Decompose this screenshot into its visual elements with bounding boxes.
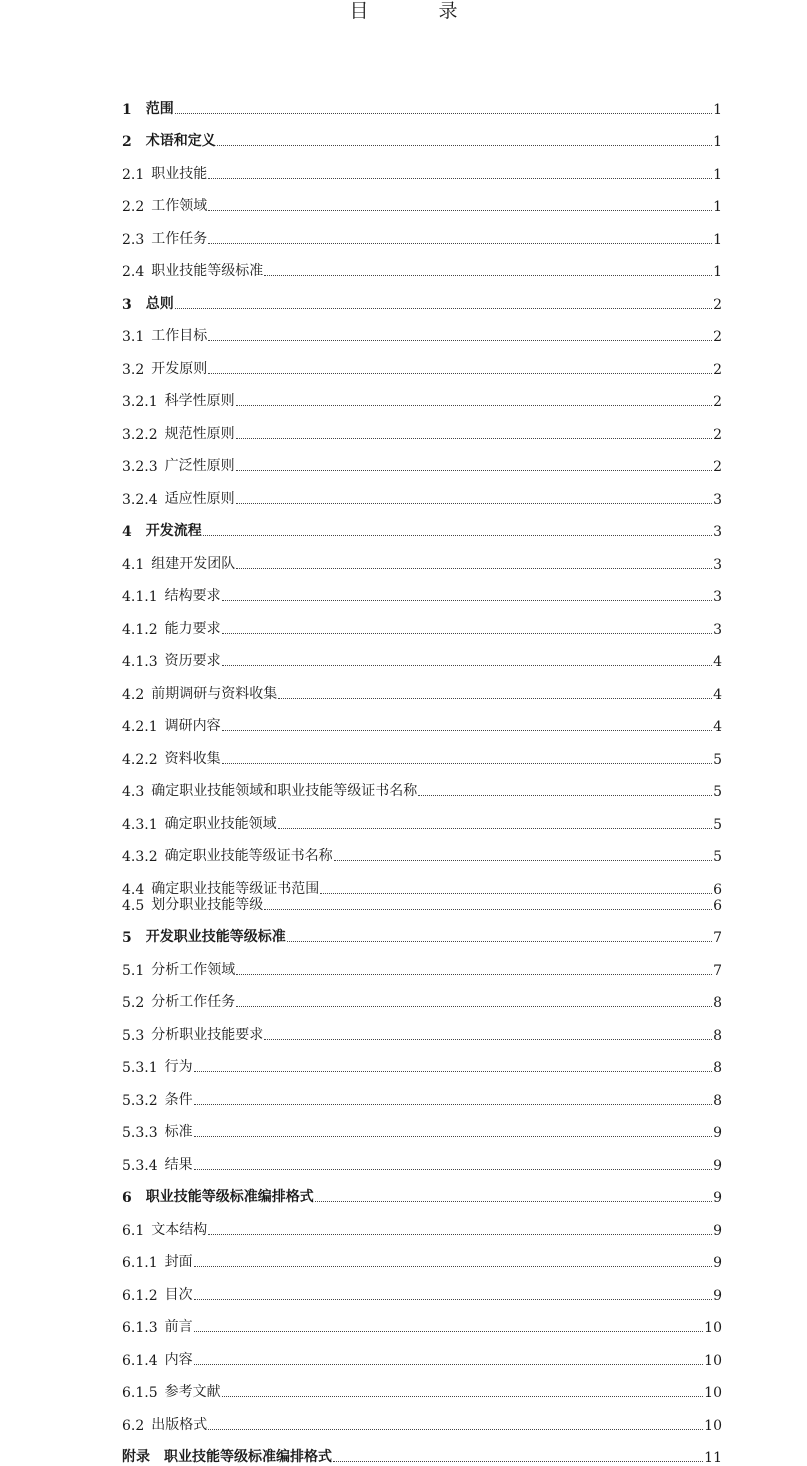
toc-dot-leader	[264, 275, 712, 276]
toc-entry-page-number: 9	[713, 1223, 722, 1239]
toc-entry-page-number: 4	[713, 719, 722, 735]
toc-dot-leader	[222, 633, 712, 634]
toc-entry[interactable]	[122, 118, 722, 151]
toc-dot-leader	[334, 860, 712, 861]
toc-entry-page-number: 5	[713, 784, 722, 800]
toc-entry-page-number: 2	[713, 362, 722, 378]
toc-entry-page-number: 9	[713, 1158, 722, 1174]
toc-entry[interactable]	[122, 1206, 722, 1239]
page-title: 目 录	[0, 0, 807, 22]
toc-dot-leader	[278, 828, 712, 829]
toc-entry-label: 标准	[165, 1121, 193, 1141]
toc-entry-label: 广泛性原则	[165, 455, 235, 475]
toc-entry-label: 范围	[146, 98, 174, 118]
toc-entry-page-number: 1	[713, 264, 722, 280]
toc-entry-label: 工作领域	[151, 195, 207, 215]
toc-entry-page-number: 1	[713, 199, 722, 215]
toc-entry-label: 前期调研与资料收集	[151, 683, 277, 703]
toc-entry-number: 2.4	[122, 264, 144, 280]
toc-entry-page-number: 4	[713, 654, 722, 670]
toc-entry-label: 职业技能等级标准	[151, 260, 263, 280]
toc-entry[interactable]	[122, 443, 722, 476]
toc-entry-label: 总则	[146, 293, 174, 313]
toc-entry[interactable]	[122, 833, 722, 866]
toc-dot-leader	[278, 698, 712, 699]
toc-entry[interactable]	[122, 768, 722, 801]
toc-entry-page-number: 1	[713, 102, 722, 118]
toc-entry-label: 科学性原则	[165, 390, 235, 410]
toc-entry-number: 4.5	[122, 898, 144, 914]
toc-entry[interactable]	[122, 1336, 722, 1369]
toc-entry-page-number: 3	[713, 524, 722, 540]
toc-entry[interactable]	[122, 313, 722, 346]
toc-dot-leader	[418, 795, 712, 796]
toc-entry-number: 3.2.3	[122, 459, 158, 475]
toc-dot-leader	[287, 941, 712, 942]
toc-entry[interactable]	[122, 573, 722, 606]
toc-entry-number: 4.2.2	[122, 752, 158, 768]
toc-entry-number: 4.1.1	[122, 589, 158, 605]
toc-entry-number: 4.3.1	[122, 817, 158, 833]
toc-dot-leader	[194, 1299, 712, 1300]
toc-dot-leader	[236, 470, 712, 471]
toc-entry-number: 5.3	[122, 1028, 144, 1044]
toc-entry[interactable]	[122, 800, 722, 833]
toc-entry-page-number: 9	[713, 1288, 722, 1304]
toc-entry-label: 分析职业技能要求	[151, 1024, 263, 1044]
toc-entry[interactable]	[122, 946, 722, 979]
toc-dot-leader	[194, 1169, 712, 1170]
toc-dot-leader	[208, 243, 712, 244]
toc-entry-page-number: 11	[704, 1450, 722, 1466]
toc-entry-number: 3.2.1	[122, 394, 158, 410]
toc-entry-number: 6.1.1	[122, 1255, 158, 1271]
toc-dot-leader	[203, 535, 712, 536]
toc-entry-label: 条件	[165, 1089, 193, 1109]
toc-entry-page-number: 9	[713, 1125, 722, 1141]
toc-entry-number: 6	[122, 1190, 132, 1206]
toc-entry-label: 分析工作领域	[151, 959, 235, 979]
toc-entry[interactable]	[122, 1239, 722, 1272]
toc-entry-page-number: 6	[713, 882, 722, 898]
toc-entry-number: 6.1	[122, 1223, 144, 1239]
toc-dot-leader	[264, 909, 712, 910]
toc-dot-leader	[194, 1266, 712, 1267]
toc-entry-number: 4.2.1	[122, 719, 158, 735]
toc-entry[interactable]	[122, 1369, 722, 1402]
toc-entry-label: 开发原则	[151, 358, 207, 378]
toc-dot-leader	[222, 763, 712, 764]
toc-dot-leader	[333, 1461, 703, 1462]
toc-entry-page-number: 5	[713, 817, 722, 833]
toc-dot-leader	[208, 1234, 712, 1235]
toc-dot-leader	[194, 1071, 712, 1072]
toc-entry-page-number: 2	[713, 459, 722, 475]
toc-entry[interactable]	[122, 85, 722, 118]
toc-entry-number: 6.1.3	[122, 1320, 158, 1336]
toc-entry[interactable]	[122, 703, 722, 736]
toc-entry[interactable]	[122, 150, 722, 183]
toc-entry-label: 组建开发团队	[151, 553, 235, 573]
toc-entry-label: 结果	[165, 1154, 193, 1174]
toc-entry-label: 调研内容	[165, 715, 221, 735]
toc-entry-label: 确定职业技能等级证书名称	[165, 845, 333, 865]
toc-entry-label: 规范性原则	[165, 423, 235, 443]
toc-entry-page-number: 3	[713, 557, 722, 573]
toc-entry[interactable]	[122, 1271, 722, 1304]
toc-entry[interactable]	[122, 410, 722, 443]
toc-entry-number: 3.2	[122, 362, 144, 378]
toc-entry-label: 出版格式	[151, 1414, 207, 1434]
toc-entry-number: 4.3	[122, 784, 144, 800]
toc-entry-page-number: 8	[713, 1028, 722, 1044]
toc-entry[interactable]	[122, 540, 722, 573]
toc-entry-label: 开发职业技能等级标准	[146, 926, 286, 946]
toc-entry-number: 5.3.2	[122, 1093, 158, 1109]
toc-entry[interactable]	[122, 1141, 722, 1174]
toc-entry[interactable]	[122, 1076, 722, 1109]
toc-entry-label: 资历要求	[165, 650, 221, 670]
toc-dot-leader	[194, 1364, 704, 1365]
toc-dot-leader	[194, 1104, 712, 1105]
toc-dot-leader	[236, 1006, 712, 1007]
toc-entry-label: 文本结构	[151, 1219, 207, 1239]
toc-entry-number: 2.2	[122, 199, 144, 215]
toc-entry-label: 工作任务	[151, 228, 207, 248]
toc-dot-leader	[222, 665, 712, 666]
toc-entry-label: 适应性原则	[165, 488, 235, 508]
toc-entry[interactable]	[122, 1044, 722, 1077]
toc-entry-number: 4.2	[122, 687, 144, 703]
toc-entry-number: 5.2	[122, 995, 144, 1011]
toc-entry-label: 资料收集	[165, 748, 221, 768]
toc-entry[interactable]	[122, 638, 722, 671]
toc-dot-leader	[208, 340, 712, 341]
toc-entry-label: 前言	[165, 1316, 193, 1336]
toc-entry-number: 4	[122, 524, 132, 540]
toc-entry-page-number: 4	[713, 687, 722, 703]
toc-entry-page-number: 3	[713, 589, 722, 605]
toc-entry-page-number: 7	[713, 963, 722, 979]
toc-entry-label: 分析工作任务	[151, 991, 235, 1011]
toc-entry-page-number: 10	[704, 1385, 722, 1401]
toc-entry-page-number: 9	[713, 1255, 722, 1271]
toc-dot-leader	[175, 113, 712, 114]
toc-entry-label: 职业技能	[151, 163, 207, 183]
toc-entry-page-number: 2	[713, 329, 722, 345]
toc-entry-label: 行为	[165, 1056, 193, 1076]
toc-entry-label: 确定职业技能等级证书范围	[151, 878, 319, 898]
toc-dot-leader	[217, 145, 712, 146]
toc-dot-leader	[264, 1039, 712, 1040]
toc-entry-number: 4.3.2	[122, 849, 158, 865]
toc-entry-number: 5.3.3	[122, 1125, 158, 1141]
toc-entry-number: 5.3.4	[122, 1158, 158, 1174]
toc-dot-leader	[236, 405, 712, 406]
toc-entry[interactable]	[122, 1011, 722, 1044]
toc-entry-number: 5.3.1	[122, 1060, 158, 1076]
toc-entry[interactable]	[122, 1174, 722, 1207]
toc-dot-leader	[222, 1396, 704, 1397]
toc-entry-number: 2.3	[122, 232, 144, 248]
toc-entry-page-number: 8	[713, 995, 722, 1011]
toc-entry-number: 5	[122, 930, 132, 946]
toc-entry[interactable]	[122, 979, 722, 1012]
toc-entry-number: 4.1.2	[122, 622, 158, 638]
toc-entry-number: 6.1.2	[122, 1288, 158, 1304]
toc-entry-number: 6.2	[122, 1418, 144, 1434]
toc-entry-label: 封面	[165, 1251, 193, 1271]
table-of-contents	[122, 85, 722, 1466]
toc-dot-leader	[175, 308, 712, 309]
toc-entry-page-number: 3	[713, 622, 722, 638]
toc-entry-page-number: 1	[713, 167, 722, 183]
toc-entry-number: 3.2.4	[122, 492, 158, 508]
toc-entry-label: 开发流程	[146, 520, 202, 540]
toc-entry-number: 6.1.5	[122, 1385, 158, 1401]
toc-dot-leader	[222, 600, 712, 601]
toc-entry[interactable]	[122, 183, 722, 216]
toc-entry-page-number: 6	[713, 898, 722, 914]
toc-entry-page-number: 9	[713, 1190, 722, 1206]
toc-entry-page-number: 5	[713, 849, 722, 865]
toc-entry[interactable]	[122, 670, 722, 703]
toc-entry-label: 内容	[165, 1349, 193, 1369]
toc-entry-number: 3.1	[122, 329, 144, 345]
toc-entry[interactable]	[122, 248, 722, 281]
toc-entry-label: 职业技能等级标准编排格式	[164, 1446, 332, 1466]
toc-entry[interactable]	[122, 735, 722, 768]
toc-entry-page-number: 10	[704, 1320, 722, 1336]
toc-entry-page-number: 10	[704, 1353, 722, 1369]
toc-entry-number: 5.1	[122, 963, 144, 979]
toc-dot-leader	[208, 210, 712, 211]
toc-entry-label: 确定职业技能领域	[165, 813, 277, 833]
toc-entry[interactable]	[122, 345, 722, 378]
toc-entry-page-number: 8	[713, 1093, 722, 1109]
toc-entry-page-number: 10	[704, 1418, 722, 1434]
toc-entry[interactable]	[122, 378, 722, 411]
toc-entry-number: 6.1.4	[122, 1353, 158, 1369]
toc-entry[interactable]	[122, 1304, 722, 1337]
toc-dot-leader	[236, 568, 712, 569]
toc-entry-page-number: 8	[713, 1060, 722, 1076]
toc-entry-number: 4.1	[122, 557, 144, 573]
toc-entry-label: 确定职业技能领域和职业技能等级证书名称	[151, 780, 417, 800]
toc-entry[interactable]	[122, 898, 722, 914]
toc-dot-leader	[208, 178, 712, 179]
toc-entry-label: 结构要求	[165, 585, 221, 605]
toc-dot-leader	[315, 1201, 712, 1202]
toc-entry-label: 目次	[165, 1284, 193, 1304]
toc-dot-leader	[208, 373, 712, 374]
toc-entry-label: 工作目标	[151, 325, 207, 345]
toc-entry[interactable]	[122, 914, 722, 947]
toc-entry[interactable]	[122, 280, 722, 313]
toc-entry[interactable]	[122, 1401, 722, 1434]
toc-dot-leader	[194, 1331, 704, 1332]
toc-entry[interactable]	[122, 508, 722, 541]
toc-entry-number: 2.1	[122, 167, 144, 183]
toc-dot-leader	[236, 438, 712, 439]
toc-entry-number: 4.1.3	[122, 654, 158, 670]
toc-dot-leader	[222, 730, 712, 731]
toc-entry-page-number: 1	[713, 232, 722, 248]
toc-entry-page-number: 2	[713, 427, 722, 443]
toc-entry[interactable]	[122, 475, 722, 508]
toc-entry-number: 附录	[122, 1446, 150, 1466]
toc-entry-label: 术语和定义	[146, 130, 216, 150]
toc-entry[interactable]	[122, 1434, 722, 1466]
toc-entry-page-number: 2	[713, 394, 722, 410]
toc-dot-leader	[236, 503, 712, 504]
toc-entry-number: 3.2.2	[122, 427, 158, 443]
toc-entry-page-number: 3	[713, 492, 722, 508]
toc-dot-leader	[236, 974, 712, 975]
toc-entry-label: 划分职业技能等级	[151, 894, 263, 914]
toc-dot-leader	[194, 1136, 712, 1137]
toc-entry-label: 能力要求	[165, 618, 221, 638]
toc-entry[interactable]	[122, 1109, 722, 1142]
toc-entry-page-number: 7	[713, 930, 722, 946]
toc-entry-label: 参考文献	[165, 1381, 221, 1401]
toc-entry-page-number: 1	[713, 134, 722, 150]
toc-entry-page-number: 5	[713, 752, 722, 768]
toc-dot-leader	[320, 893, 712, 894]
toc-entry-number: 2	[122, 134, 132, 150]
toc-entry-label: 职业技能等级标准编排格式	[146, 1186, 314, 1206]
toc-entry-number: 1	[122, 102, 132, 118]
toc-entry-page-number: 2	[713, 297, 722, 313]
toc-dot-leader	[208, 1429, 703, 1430]
toc-entry[interactable]	[122, 215, 722, 248]
toc-entry[interactable]	[122, 605, 722, 638]
toc-entry-number: 4.4	[122, 882, 144, 898]
toc-entry-number: 3	[122, 297, 132, 313]
